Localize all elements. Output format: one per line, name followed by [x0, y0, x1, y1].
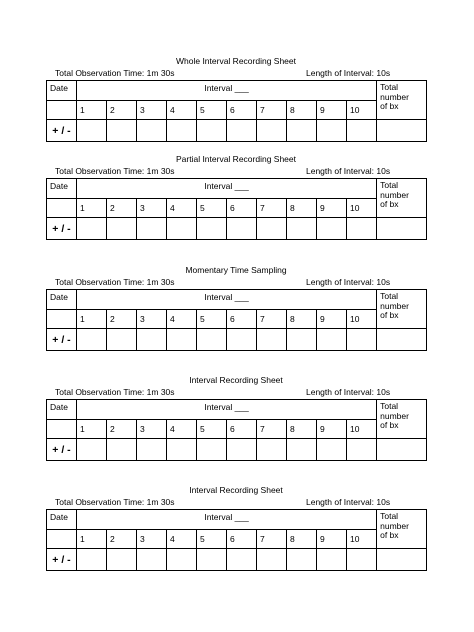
interval-number: 1 — [77, 530, 107, 549]
interval-record-cell[interactable] — [197, 549, 227, 571]
total-label-line: of bx — [380, 310, 399, 320]
total-label-line: of bx — [380, 530, 399, 540]
record-row — [47, 329, 427, 351]
interval-number: 10 — [347, 420, 377, 439]
interval-record-cell[interactable] — [257, 329, 287, 351]
interval-record-cell[interactable] — [257, 549, 287, 571]
interval-record-cell[interactable] — [167, 120, 197, 142]
interval-record-cell[interactable] — [227, 439, 257, 461]
total-label-line: number — [380, 189, 409, 200]
interval-label: Interval ___ — [77, 290, 377, 310]
plus-minus-label: + / - — [47, 439, 77, 461]
date-cell[interactable] — [47, 310, 77, 329]
recording-sheet — [46, 485, 426, 585]
total-label-line: Total — [380, 180, 399, 190]
interval-number: 2 — [107, 199, 137, 218]
interval-record-cell[interactable] — [347, 120, 377, 142]
interval-number: 7 — [257, 530, 287, 549]
interval-number: 6 — [227, 420, 257, 439]
interval-number: 2 — [107, 101, 137, 120]
length-of-interval: Length of Interval: 10s — [306, 387, 391, 397]
interval-number: 9 — [317, 530, 347, 549]
sheet-title: Interval Recording Sheet — [189, 485, 283, 495]
interval-number: 4 — [167, 420, 197, 439]
interval-record-cell[interactable] — [107, 329, 137, 351]
interval-record-cell[interactable] — [137, 329, 167, 351]
interval-number: 3 — [137, 310, 167, 329]
interval-number: 3 — [137, 199, 167, 218]
header-row — [47, 290, 427, 310]
recording-sheet — [46, 154, 426, 254]
interval-number: 9 — [317, 420, 347, 439]
interval-record-cell[interactable] — [137, 549, 167, 571]
interval-record-cell[interactable] — [287, 549, 317, 571]
recording-sheet — [46, 265, 426, 365]
total-label-line: of bx — [380, 101, 399, 111]
total-label-line: Total — [380, 401, 399, 411]
total-observation-time: Total Observation Time: 1m 30s — [55, 277, 175, 287]
record-row — [47, 439, 427, 461]
total-observation-time: Total Observation Time: 1m 30s — [55, 387, 175, 397]
interval-record-cell[interactable] — [287, 120, 317, 142]
total-cell[interactable] — [377, 549, 427, 571]
interval-number: 1 — [77, 199, 107, 218]
total-cell[interactable] — [377, 120, 427, 142]
interval-number: 10 — [347, 101, 377, 120]
interval-number: 6 — [227, 199, 257, 218]
total-label-line: Total — [380, 291, 399, 301]
interval-record-cell[interactable] — [77, 120, 107, 142]
interval-number: 1 — [77, 101, 107, 120]
interval-record-cell[interactable] — [137, 439, 167, 461]
date-label: Date — [47, 290, 77, 310]
length-of-interval: Length of Interval: 10s — [306, 277, 391, 287]
interval-record-cell[interactable] — [167, 549, 197, 571]
interval-number: 5 — [197, 310, 227, 329]
total-cell[interactable] — [377, 218, 427, 240]
interval-number: 2 — [107, 530, 137, 549]
interval-number-row — [47, 101, 427, 120]
interval-record-cell[interactable] — [347, 329, 377, 351]
interval-label: Interval ___ — [77, 510, 377, 530]
header-row — [47, 179, 427, 199]
total-number-of-bx-label — [377, 510, 427, 549]
header-row — [47, 510, 427, 530]
date-cell[interactable] — [47, 530, 77, 549]
total-label-line: Total — [380, 511, 399, 521]
interval-record-cell[interactable] — [227, 329, 257, 351]
interval-record-cell[interactable] — [197, 120, 227, 142]
recording-grid — [46, 178, 427, 240]
header-row — [47, 81, 427, 101]
interval-number: 4 — [167, 199, 197, 218]
total-observation-time: Total Observation Time: 1m 30s — [55, 497, 175, 507]
interval-number-row — [47, 310, 427, 329]
length-of-interval: Length of Interval: 10s — [306, 68, 391, 78]
interval-record-cell[interactable] — [317, 120, 347, 142]
total-number-of-bx-label — [377, 179, 427, 218]
interval-number: 7 — [257, 310, 287, 329]
total-observation-time: Total Observation Time: 1m 30s — [55, 68, 175, 78]
interval-record-cell[interactable] — [347, 218, 377, 240]
interval-number: 10 — [347, 310, 377, 329]
total-number-of-bx-label — [377, 400, 427, 439]
total-label-line: number — [380, 300, 409, 311]
interval-record-cell[interactable] — [197, 439, 227, 461]
interval-record-cell[interactable] — [287, 439, 317, 461]
plus-minus-label: + / - — [47, 218, 77, 240]
interval-number: 9 — [317, 101, 347, 120]
total-cell[interactable] — [377, 329, 427, 351]
record-row — [47, 218, 427, 240]
interval-record-cell[interactable] — [317, 439, 347, 461]
total-label-line: number — [380, 91, 409, 102]
plus-minus-label: + / - — [47, 120, 77, 142]
interval-number-row — [47, 420, 427, 439]
header-row — [47, 400, 427, 420]
interval-record-cell[interactable] — [317, 549, 347, 571]
interval-record-cell[interactable] — [77, 329, 107, 351]
interval-number: 2 — [107, 310, 137, 329]
interval-label: Interval ___ — [77, 179, 377, 199]
record-row — [47, 120, 427, 142]
interval-record-cell[interactable] — [167, 218, 197, 240]
interval-number: 10 — [347, 530, 377, 549]
total-cell[interactable] — [377, 439, 427, 461]
interval-number: 7 — [257, 420, 287, 439]
interval-record-cell[interactable] — [197, 218, 227, 240]
interval-number: 5 — [197, 199, 227, 218]
date-label: Date — [47, 400, 77, 420]
interval-number: 6 — [227, 310, 257, 329]
interval-record-cell[interactable] — [77, 549, 107, 571]
interval-number: 4 — [167, 101, 197, 120]
recording-grid — [46, 509, 427, 571]
date-cell[interactable] — [47, 101, 77, 120]
interval-record-cell[interactable] — [77, 218, 107, 240]
interval-number: 3 — [137, 530, 167, 549]
sheet-title: Partial Interval Recording Sheet — [175, 154, 296, 164]
interval-number: 2 — [107, 420, 137, 439]
total-number-of-bx-label — [377, 290, 427, 329]
date-cell[interactable] — [47, 199, 77, 218]
interval-number: 6 — [227, 101, 257, 120]
record-row — [47, 549, 427, 571]
date-label: Date — [47, 81, 77, 101]
interval-record-cell[interactable] — [107, 439, 137, 461]
interval-number: 5 — [197, 530, 227, 549]
total-number-of-bx-label — [377, 81, 427, 120]
sheet-title: Interval Recording Sheet — [189, 375, 283, 385]
interval-number: 8 — [287, 101, 317, 120]
interval-record-cell[interactable] — [347, 549, 377, 571]
total-label-line: Total — [380, 82, 399, 92]
recording-sheet — [46, 56, 426, 156]
interval-number: 8 — [287, 199, 317, 218]
sheet-title: Whole Interval Recording Sheet — [175, 56, 296, 66]
interval-record-cell[interactable] — [107, 218, 137, 240]
total-label-line: number — [380, 520, 409, 531]
length-of-interval: Length of Interval: 10s — [306, 166, 391, 176]
interval-number: 8 — [287, 310, 317, 329]
total-observation-time: Total Observation Time: 1m 30s — [55, 166, 175, 176]
interval-number: 10 — [347, 199, 377, 218]
total-label-line: of bx — [380, 420, 399, 430]
interval-number: 1 — [77, 420, 107, 439]
interval-number-row — [47, 199, 427, 218]
interval-record-cell[interactable] — [257, 218, 287, 240]
interval-number: 3 — [137, 420, 167, 439]
interval-number: 8 — [287, 420, 317, 439]
interval-number-row — [47, 530, 427, 549]
interval-record-cell[interactable] — [317, 329, 347, 351]
date-label: Date — [47, 179, 77, 199]
interval-record-cell[interactable] — [287, 218, 317, 240]
interval-record-cell[interactable] — [167, 439, 197, 461]
interval-number: 5 — [197, 101, 227, 120]
interval-record-cell[interactable] — [137, 218, 167, 240]
interval-number: 1 — [77, 310, 107, 329]
interval-record-cell[interactable] — [167, 329, 197, 351]
interval-record-cell[interactable] — [137, 120, 167, 142]
recording-grid — [46, 289, 427, 351]
interval-number: 9 — [317, 310, 347, 329]
date-label: Date — [47, 510, 77, 530]
interval-number: 5 — [197, 420, 227, 439]
recording-grid — [46, 399, 427, 461]
length-of-interval: Length of Interval: 10s — [306, 497, 391, 507]
recording-grid — [46, 80, 427, 142]
interval-number: 7 — [257, 199, 287, 218]
interval-record-cell[interactable] — [197, 329, 227, 351]
interval-record-cell[interactable] — [257, 439, 287, 461]
interval-record-cell[interactable] — [107, 120, 137, 142]
interval-number: 8 — [287, 530, 317, 549]
interval-record-cell[interactable] — [257, 120, 287, 142]
interval-record-cell[interactable] — [77, 439, 107, 461]
plus-minus-label: + / - — [47, 549, 77, 571]
interval-record-cell[interactable] — [227, 549, 257, 571]
total-label-line: number — [380, 410, 409, 421]
total-label-line: of bx — [380, 199, 399, 209]
interval-record-cell[interactable] — [347, 439, 377, 461]
interval-number: 6 — [227, 530, 257, 549]
interval-record-cell[interactable] — [287, 329, 317, 351]
plus-minus-label: + / - — [47, 329, 77, 351]
interval-label: Interval ___ — [77, 81, 377, 101]
date-cell[interactable] — [47, 420, 77, 439]
recording-sheet — [46, 375, 426, 475]
interval-number: 3 — [137, 101, 167, 120]
interval-number: 7 — [257, 101, 287, 120]
interval-record-cell[interactable] — [227, 218, 257, 240]
interval-number: 9 — [317, 199, 347, 218]
interval-label: Interval ___ — [77, 400, 377, 420]
interval-number: 4 — [167, 310, 197, 329]
interval-record-cell[interactable] — [107, 549, 137, 571]
sheet-title: Momentary Time Sampling — [185, 265, 287, 275]
interval-record-cell[interactable] — [317, 218, 347, 240]
interval-number: 4 — [167, 530, 197, 549]
interval-record-cell[interactable] — [227, 120, 257, 142]
